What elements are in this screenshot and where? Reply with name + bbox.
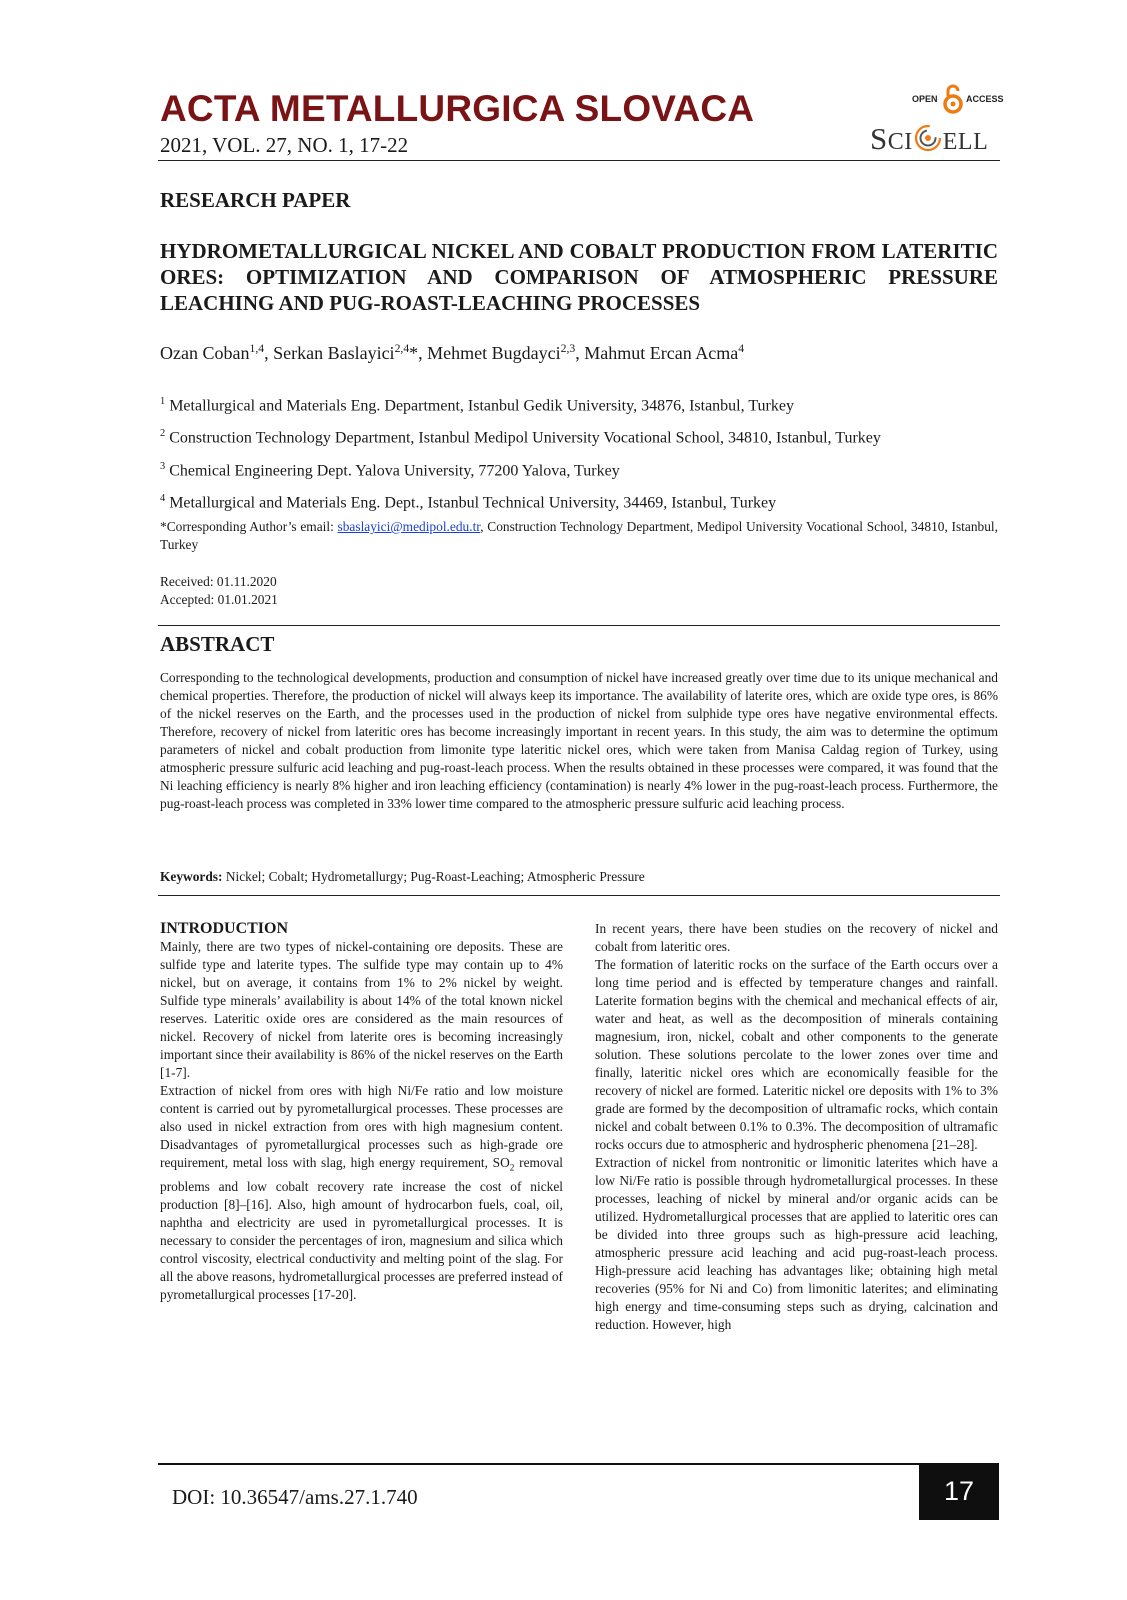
- author-affil-sup: 2,3: [560, 342, 576, 355]
- author-name: Mehmet Bugdayci: [427, 343, 561, 363]
- affiliation-number: 4: [160, 492, 166, 504]
- affiliation-item: [160, 388, 881, 420]
- affiliation-list: [160, 388, 881, 517]
- author-affil-sup: 1,4: [249, 342, 265, 355]
- open-access-right: ACCESS: [966, 94, 1004, 104]
- open-access-badge: [912, 84, 1002, 116]
- affiliation-item: [160, 420, 881, 452]
- journal-title: ACTA METALLURGICA SLOVACA: [160, 88, 755, 129]
- keywords-label: Keywords:: [160, 869, 223, 884]
- affiliation-text: Metallurgical and Materials Eng. Department, Istanbul Gedik University, 34876, Istanbul, Turkey: [169, 397, 794, 415]
- body-text: Extraction of nickel from ores with high Ni/Fe ratio and low moisture content is carried out by pyrometallurgical processes. These processes are also used in nickel extraction from ores with high magnesium content. Disadvantages of pyrometallurgical processes such as high-grade ore requirement, metal loss with slag, high energy requirement, SO: [160, 1083, 563, 1170]
- body-paragraph: In recent years, there have been studies on the recovery of nickel and cobalt from lateritic ores.: [595, 921, 998, 954]
- affiliation-number: 1: [160, 396, 166, 407]
- open-lock-icon: [942, 84, 964, 114]
- scicell-logo: SCI ELL: [870, 121, 989, 156]
- author-separator: ,: [418, 343, 428, 363]
- corresponding-prefix: *Corresponding Author’s email:: [160, 519, 338, 534]
- body-text: removal problems and low cobalt recovery rate increase the cost of nickel production [8]–[16]. Also, high amount of hydrocarbon fuels, coal, oil, naphtha and electricity are used in pyrometallurgical processes. It is necessary to consider the percentages of iron, magnesium and silica which control viscosity, electrical conductivity and melting point of the slag. For all the above reasons, hydrometallurgical processes are preferred instead of pyrometallurgical processes [17-20].: [160, 1155, 563, 1302]
- paper-dates: [160, 573, 278, 609]
- footer-rule: [158, 1463, 920, 1465]
- affiliation-text: Chemical Engineering Dept. Yalova University, 77200 Yalova, Turkey: [169, 461, 620, 479]
- corresponding-email-link[interactable]: sbaslayici@medipol.edu.tr: [337, 519, 481, 534]
- affiliation-item: [160, 485, 881, 517]
- author-list: [160, 342, 744, 364]
- body-paragraph: Mainly, there are two types of nickel-containing ore deposits. These are sulfide type and laterite types. The sulfide type may contain up to 4% nickel, but on average, it contains from 1% to 2% nickel by weight. Sulfide type minerals’ availability is about 14% of the total known nickel reserves. Lateritic oxide ores are considered as the main resources of nickel. Recovery of nickel from laterite ores is becoming increasingly important since their availability is 86% of the nickel reserves on the Earth [1-7].: [160, 939, 563, 1080]
- introduction-heading: INTRODUCTION: [160, 920, 289, 937]
- scicell-c-icon: [914, 124, 942, 152]
- affiliation-item: [160, 453, 881, 485]
- author-affil-sup: 4: [738, 342, 745, 355]
- corresponding-author: [160, 518, 998, 554]
- header-rule: [158, 160, 1000, 161]
- author-affil-sup: 2,4: [394, 342, 410, 355]
- author-name: Mahmut Ercan Acma: [584, 343, 739, 363]
- received-date: Received: 01.11.2020: [160, 574, 277, 589]
- author-name: Ozan Coban: [160, 343, 250, 363]
- body-column-left: [160, 920, 563, 1304]
- keywords: [160, 869, 645, 885]
- body-paragraph: Extraction of nickel from nontronitic or limonitic laterites which have a low Ni/Fe ratio is possible through hydrometallurgical processes. In these processes, leaching of nickel by mineral and/or organic acids can be utilized. Hydrometallurgical processes that are applied to lateritic ores can be divided into three groups such as high-pressure acid leaching, atmospheric pressure acid leaching and acid pug-roast-leach process. High-pressure acid leaching has advantages like; obtaining high metal recoveries (95% for Ni and Co) from limonitic laterites; and eliminating high energy and time-consuming steps such as drying, calcination and reduction. However, high: [595, 1155, 998, 1332]
- corresponding-mark: *: [409, 343, 419, 363]
- paper-title: HYDROMETALLURGICAL NICKEL AND COBALT PRODUCTION FROM LATERITIC ORES: OPTIMIZATION AND COMPARISON OF ATMOSPHERIC PRESSURE LEACHING AND PUG-ROAST-LEACHING PROCESSES: [160, 239, 998, 315]
- paper-type: RESEARCH PAPER: [160, 188, 351, 212]
- abstract-bottom-rule: [158, 895, 1000, 896]
- journal-issue: 2021, VOL. 27, NO. 1, 17-22: [160, 133, 409, 157]
- abstract-text: Corresponding to the technological developments, production and consumption of nickel have increased greatly over time due to its unique mechanical and chemical properties. Therefore, the production of nickel will always keep its importance. The availability of laterite ores, which are oxide type ores, is 86% of the nickel reserves on the Earth, and the processes used in the production of nickel from sulphide type ores have negative environmental effects. Therefore, recovery of nickel from lateritic ores has become increasingly important in recent years. In this study, the aim was to determine the optimum parameters of nickel and cobalt production from limonite type lateritic nickel ores, which were taken from Manisa Caldag region of Turkey, using atmospheric pressure sulfuric acid leaching and pug-roast-leach process. When the results obtained in these processes were compared, it was found that the Ni leaching efficiency is nearly 8% higher and iron leaching efficiency (contamination) is nearly 4% lower in the pug-roast-leach process. Furthermore, the pug-roast-leach process was completed in 33% lower time compared to the atmospheric pressure sulfuric acid leaching process.: [160, 670, 998, 811]
- body-column-right: [595, 920, 998, 1334]
- abstract-heading: ABSTRACT: [160, 632, 275, 656]
- author-name: Serkan Baslayici: [273, 343, 395, 363]
- author-separator: ,: [264, 343, 274, 363]
- body-paragraph: [160, 1082, 563, 1304]
- body-paragraph: The formation of lateritic rocks on the surface of the Earth occurs over a long time period and is effected by temperature changes and rainfall. Laterite formation begins with the chemical and mechanical effects of air, water and heat, as well as the decomposition of minerals containing magnesium, iron, nickel, cobalt and other components to the generate solution. These solutions percolate to the lower zones over time and finally, lateritic nickel ores which are economically feasible for the recovery of nickel are formed. Lateritic nickel ore deposits with 1% to 3% grade are formed by the decomposition of ultramafic rocks, which contain nickel and cobalt between 0.1% to 0.3%. The decomposition of ultramafic rocks occurs due to atmospheric and hydrospheric phenomena [21–28].: [595, 957, 998, 1152]
- affiliation-text: Metallurgical and Materials Eng. Dept., Istanbul Technical University, 34469, Istanbul, Turkey: [169, 494, 777, 512]
- doi: DOI: 10.36547/ams.27.1.740: [172, 1485, 418, 1509]
- accepted-date: Accepted: 01.01.2021: [160, 592, 278, 607]
- corresponding-suffix: , Construction Technology Department, Medipol University Vocational School, 34810, Istanbul, Turkey: [160, 519, 999, 552]
- affiliation-text: Construction Technology Department, Istanbul Medipol University Vocational School, 34810, Istanbul, Turkey: [169, 429, 881, 447]
- affiliation-number: 3: [160, 460, 166, 472]
- open-access-left: OPEN: [912, 94, 938, 104]
- affiliation-number: 2: [160, 428, 166, 440]
- body-subscript: 2: [509, 1163, 515, 1174]
- abstract-top-rule: [158, 625, 1000, 626]
- page-number: 17: [919, 1463, 999, 1520]
- keywords-text: Nickel; Cobalt; Hydrometallurgy; Pug-Roast-Leaching; Atmospheric Pressure: [222, 869, 645, 884]
- author-separator: ,: [575, 343, 585, 363]
